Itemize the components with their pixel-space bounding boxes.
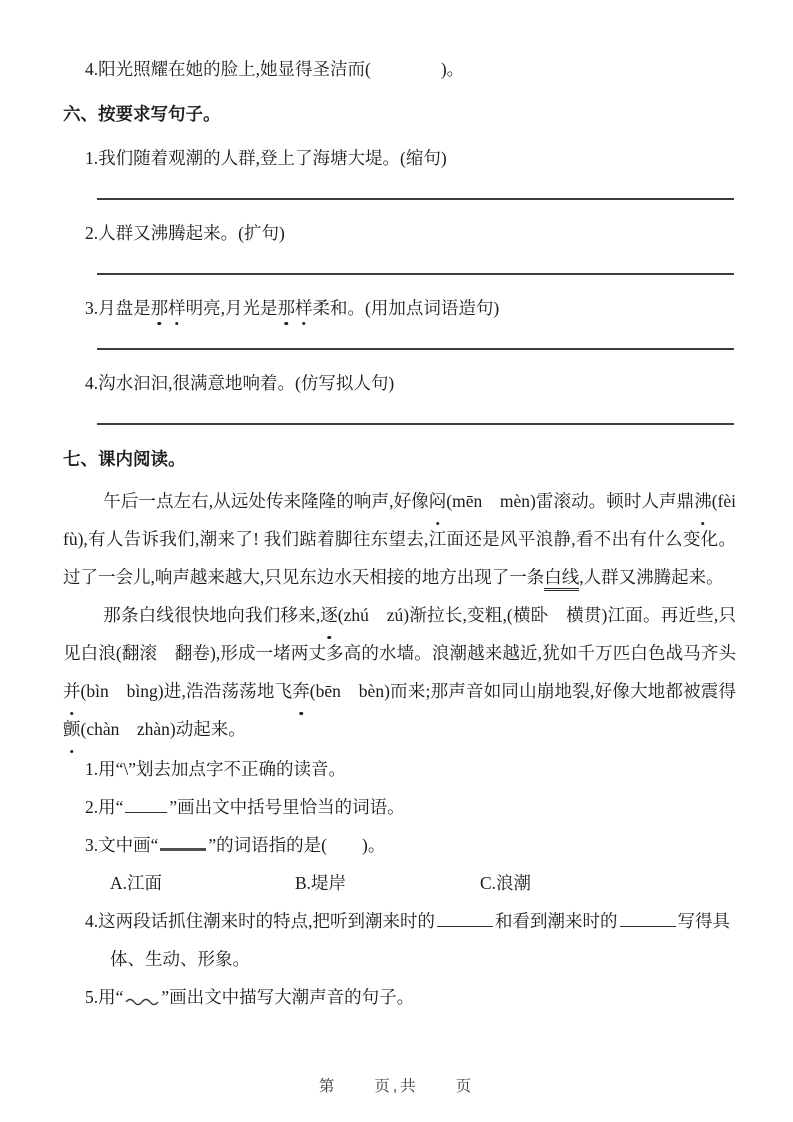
answer-line-4 <box>97 423 734 425</box>
answer-line-3 <box>97 348 734 350</box>
reading-questions <box>63 750 736 1019</box>
reading-question-4: 4.这两段话抓住潮来时的特点,把听到潮来时的 和看到潮来时的 写得具体、生动、形象。 <box>85 911 730 969</box>
emphasis-dot-char: 那 <box>150 298 169 318</box>
reading-question-5: 5.用“ ”画出文中描写大潮声音的句子。 <box>85 978 736 1019</box>
question-3-options <box>110 864 736 902</box>
emphasis-dot-char: 那 <box>277 298 295 318</box>
emphasis-dot-char: 沸 <box>694 482 712 520</box>
answer-line-2 <box>97 273 734 275</box>
double-underlined-word: 白线 <box>544 567 579 591</box>
fill-blank-item-4: 4.阳光照耀在她的脸上,她显得圣洁而( )。 <box>85 59 465 79</box>
emphasis-dot-char: 样 <box>295 298 313 318</box>
blank-line <box>125 795 167 813</box>
option-a: A.江面 <box>110 873 163 893</box>
blank-line <box>160 831 206 851</box>
answer-line-1 <box>97 198 734 200</box>
reading-passage <box>63 482 754 748</box>
blank-line <box>620 909 676 927</box>
emphasis-dot-char: 闷 <box>429 482 447 520</box>
emphasis-dot-char: 并 <box>63 672 81 710</box>
section6-item-3: 3.月盘是那样明亮,月光是那样柔和。(用加点词语造句) <box>85 298 500 318</box>
emphasis-dot-char: 逐 <box>320 596 338 634</box>
reading-question-3: 3.文中画“ ”的词语指的是( )。 <box>85 826 736 864</box>
section6-item-1: 1.我们随着观潮的人群,登上了海塘大堤。(缩句) <box>85 148 447 168</box>
section6-item-4: 4.沟水汩汩,很满意地响着。(仿写拟人句) <box>85 373 395 393</box>
emphasis-dot-char: 颤 <box>63 710 81 748</box>
reading-question-2: 2.用“ ”画出文中括号里恰当的词语。 <box>85 797 405 817</box>
option-b: B.堤岸 <box>295 873 347 893</box>
emphasis-dot-char: 奔 <box>292 672 310 710</box>
option-c: C.浪潮 <box>480 873 532 893</box>
section-7-title: 七、课内阅读。 <box>63 449 186 469</box>
blank-line <box>437 909 493 927</box>
wavy-line-mark <box>125 981 159 1019</box>
page-footer: 第 页,共 页 <box>318 1078 475 1095</box>
passage-paragraph-2: 那条白线很快地向我们移来,逐(zhú zú)渐拉长,变粗,(横卧 横贯)江面。再近些,只见白浪(翻滚 翻卷),形成一堵两丈多高的水墙。浪潮越来越近,犹如千万匹白色战马齐头并(bìn bìng)进,浩浩荡荡地飞奔(bēn bèn)而来;那声音如同山崩地裂,好像大地都被震得颤(chàn zhàn)动起来。 <box>63 596 736 748</box>
reading-question-1: 1.用“\”划去加点字不正确的读音。 <box>85 759 347 779</box>
section6-item-2: 2.人群又沸腾起来。(扩句) <box>85 223 285 243</box>
emphasis-dot-char: 样 <box>168 298 186 318</box>
section-6-title: 六、按要求写句子。 <box>63 104 221 124</box>
passage-paragraph-1: 午后一点左右,从远处传来隆隆的响声,好像闷(mēn mèn)雷滚动。顿时人声鼎沸(fèi fù),有人告诉我们,潮来了! 我们踮着脚往东望去,江面还是风平浪静,看不出有什么变化。过了一会儿,响声越来越大,只见东边水天相接的地方出现了一条白线,人群又沸腾起来。 <box>63 482 736 596</box>
